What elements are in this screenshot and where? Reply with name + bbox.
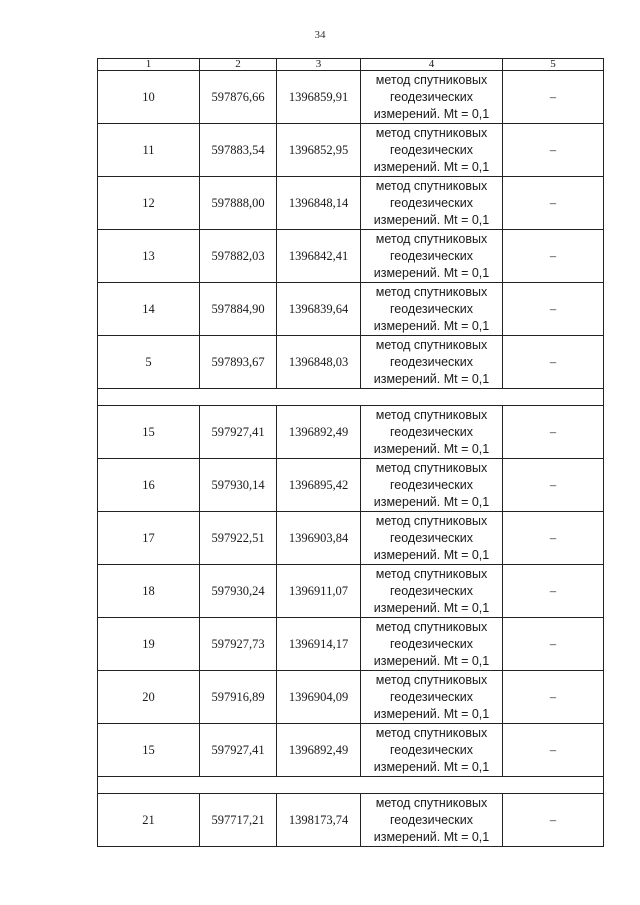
method-text-line: геодезических bbox=[389, 142, 473, 157]
table-row bbox=[98, 794, 604, 847]
method-text-line: метод спутниковых bbox=[375, 619, 488, 634]
method-cell bbox=[361, 565, 503, 618]
method-text-line: измерений. Mt = 0,1 bbox=[373, 441, 490, 456]
point-number-cell: 18 bbox=[98, 565, 200, 618]
y-coordinate-cell: 1396895,42 bbox=[277, 459, 361, 512]
method-cell bbox=[361, 71, 503, 124]
note-cell: – bbox=[503, 512, 604, 565]
method-text-line: геодезических bbox=[389, 89, 473, 104]
column-header: 3 bbox=[277, 59, 361, 71]
method-cell bbox=[361, 671, 503, 724]
note-cell: – bbox=[503, 724, 604, 777]
method-text-line: метод спутниковых bbox=[375, 125, 488, 140]
method-text-line: геодезических bbox=[389, 742, 473, 757]
column-header: 2 bbox=[200, 59, 277, 71]
point-number-cell: 17 bbox=[98, 512, 200, 565]
note-cell: – bbox=[503, 336, 604, 389]
point-number-cell: 14 bbox=[98, 283, 200, 336]
point-number-cell: 13 bbox=[98, 230, 200, 283]
column-header: 1 bbox=[98, 59, 200, 71]
y-coordinate-cell: 1396903,84 bbox=[277, 512, 361, 565]
point-number-cell: 15 bbox=[98, 406, 200, 459]
x-coordinate-cell: 597922,51 bbox=[200, 512, 277, 565]
point-number-cell: 12 bbox=[98, 177, 200, 230]
y-coordinate-cell: 1396914,17 bbox=[277, 618, 361, 671]
table-row bbox=[98, 124, 604, 177]
x-coordinate-cell: 597927,73 bbox=[200, 618, 277, 671]
table-row bbox=[98, 336, 604, 389]
table-row bbox=[98, 230, 604, 283]
method-text-line: метод спутниковых bbox=[375, 513, 488, 528]
method-text-line: метод спутниковых bbox=[375, 72, 488, 87]
y-coordinate-cell: 1396848,14 bbox=[277, 177, 361, 230]
method-text-line: измерений. Mt = 0,1 bbox=[373, 547, 490, 562]
y-coordinate-cell: 1398173,74 bbox=[277, 794, 361, 847]
method-cell bbox=[361, 794, 503, 847]
table-row bbox=[98, 618, 604, 671]
method-text-line: метод спутниковых bbox=[375, 231, 488, 246]
method-text-line: геодезических bbox=[389, 689, 473, 704]
method-text-line: метод спутниковых bbox=[375, 795, 488, 810]
group-separator-row bbox=[98, 389, 604, 406]
y-coordinate-cell: 1396848,03 bbox=[277, 336, 361, 389]
method-cell bbox=[361, 283, 503, 336]
y-coordinate-cell: 1396904,09 bbox=[277, 671, 361, 724]
x-coordinate-cell: 597883,54 bbox=[200, 124, 277, 177]
method-text-line: метод спутниковых bbox=[375, 460, 488, 475]
point-number-cell: 5 bbox=[98, 336, 200, 389]
note-cell: – bbox=[503, 230, 604, 283]
method-text-line: измерений. Mt = 0,1 bbox=[373, 212, 490, 227]
method-cell bbox=[361, 459, 503, 512]
point-number-cell: 16 bbox=[98, 459, 200, 512]
method-text-line: измерений. Mt = 0,1 bbox=[373, 759, 490, 774]
group-separator-row bbox=[98, 777, 604, 794]
method-text-line: измерений. Mt = 0,1 bbox=[373, 829, 490, 844]
x-coordinate-cell: 597876,66 bbox=[200, 71, 277, 124]
point-number-cell: 21 bbox=[98, 794, 200, 847]
column-header: 4 bbox=[361, 59, 503, 71]
note-cell: – bbox=[503, 283, 604, 336]
table-row bbox=[98, 565, 604, 618]
y-coordinate-cell: 1396852,95 bbox=[277, 124, 361, 177]
table-row bbox=[98, 177, 604, 230]
x-coordinate-cell: 597893,67 bbox=[200, 336, 277, 389]
page-number: 34 bbox=[314, 29, 326, 41]
table-row bbox=[98, 512, 604, 565]
method-cell bbox=[361, 512, 503, 565]
x-coordinate-cell: 597930,14 bbox=[200, 459, 277, 512]
method-text-line: геодезических bbox=[389, 195, 473, 210]
method-text-line: измерений. Mt = 0,1 bbox=[373, 159, 490, 174]
table-row bbox=[98, 671, 604, 724]
point-number-cell: 10 bbox=[98, 71, 200, 124]
separator-cell bbox=[98, 389, 604, 406]
y-coordinate-cell: 1396892,49 bbox=[277, 724, 361, 777]
method-text-line: измерений. Mt = 0,1 bbox=[373, 106, 490, 121]
point-number-cell: 19 bbox=[98, 618, 200, 671]
method-text-line: измерений. Mt = 0,1 bbox=[373, 318, 490, 333]
y-coordinate-cell: 1396892,49 bbox=[277, 406, 361, 459]
x-coordinate-cell: 597884,90 bbox=[200, 283, 277, 336]
point-number-cell: 11 bbox=[98, 124, 200, 177]
method-text-line: геодезических bbox=[389, 248, 473, 263]
method-text-line: геодезических bbox=[389, 354, 473, 369]
note-cell: – bbox=[503, 565, 604, 618]
y-coordinate-cell: 1396839,64 bbox=[277, 283, 361, 336]
method-text-line: метод спутниковых bbox=[375, 672, 488, 687]
x-coordinate-cell: 597927,41 bbox=[200, 406, 277, 459]
y-coordinate-cell: 1396842,41 bbox=[277, 230, 361, 283]
method-text-line: метод спутниковых bbox=[375, 566, 488, 581]
method-text-line: геодезических bbox=[389, 812, 473, 827]
method-text-line: измерений. Mt = 0,1 bbox=[373, 653, 490, 668]
method-text-line: геодезических bbox=[389, 424, 473, 439]
table-row bbox=[98, 283, 604, 336]
method-text-line: метод спутниковых bbox=[375, 178, 488, 193]
note-cell: – bbox=[503, 177, 604, 230]
x-coordinate-cell: 597927,41 bbox=[200, 724, 277, 777]
point-number-cell: 20 bbox=[98, 671, 200, 724]
x-coordinate-cell: 597930,24 bbox=[200, 565, 277, 618]
method-text-line: измерений. Mt = 0,1 bbox=[373, 494, 490, 509]
method-cell bbox=[361, 406, 503, 459]
method-cell bbox=[361, 724, 503, 777]
table-header-row bbox=[98, 59, 604, 71]
x-coordinate-cell: 597888,00 bbox=[200, 177, 277, 230]
method-text-line: измерений. Mt = 0,1 bbox=[373, 371, 490, 386]
note-cell: – bbox=[503, 406, 604, 459]
method-cell bbox=[361, 618, 503, 671]
method-text-line: геодезических bbox=[389, 636, 473, 651]
table-row bbox=[98, 406, 604, 459]
method-cell bbox=[361, 177, 503, 230]
method-text-line: геодезических bbox=[389, 477, 473, 492]
method-cell bbox=[361, 230, 503, 283]
method-text-line: метод спутниковых bbox=[375, 407, 488, 422]
separator-cell bbox=[98, 777, 604, 794]
note-cell: – bbox=[503, 459, 604, 512]
note-cell: – bbox=[503, 124, 604, 177]
method-text-line: метод спутниковых bbox=[375, 725, 488, 740]
method-text-line: метод спутниковых bbox=[375, 284, 488, 299]
note-cell: – bbox=[503, 71, 604, 124]
y-coordinate-cell: 1396859,91 bbox=[277, 71, 361, 124]
method-text-line: измерений. Mt = 0,1 bbox=[373, 265, 490, 280]
method-cell bbox=[361, 336, 503, 389]
coordinates-table bbox=[97, 58, 604, 847]
table-row bbox=[98, 459, 604, 512]
x-coordinate-cell: 597916,89 bbox=[200, 671, 277, 724]
x-coordinate-cell: 597882,03 bbox=[200, 230, 277, 283]
column-header: 5 bbox=[503, 59, 604, 71]
y-coordinate-cell: 1396911,07 bbox=[277, 565, 361, 618]
method-text-line: измерений. Mt = 0,1 bbox=[373, 706, 490, 721]
method-text-line: геодезических bbox=[389, 530, 473, 545]
method-text-line: геодезических bbox=[389, 301, 473, 316]
x-coordinate-cell: 597717,21 bbox=[200, 794, 277, 847]
note-cell: – bbox=[503, 618, 604, 671]
point-number-cell: 15 bbox=[98, 724, 200, 777]
method-text-line: измерений. Mt = 0,1 bbox=[373, 600, 490, 615]
table-row bbox=[98, 724, 604, 777]
method-text-line: метод спутниковых bbox=[375, 337, 488, 352]
note-cell: – bbox=[503, 671, 604, 724]
method-text-line: геодезических bbox=[389, 583, 473, 598]
table-body bbox=[98, 71, 604, 847]
table-row bbox=[98, 71, 604, 124]
method-cell bbox=[361, 124, 503, 177]
note-cell: – bbox=[503, 794, 604, 847]
